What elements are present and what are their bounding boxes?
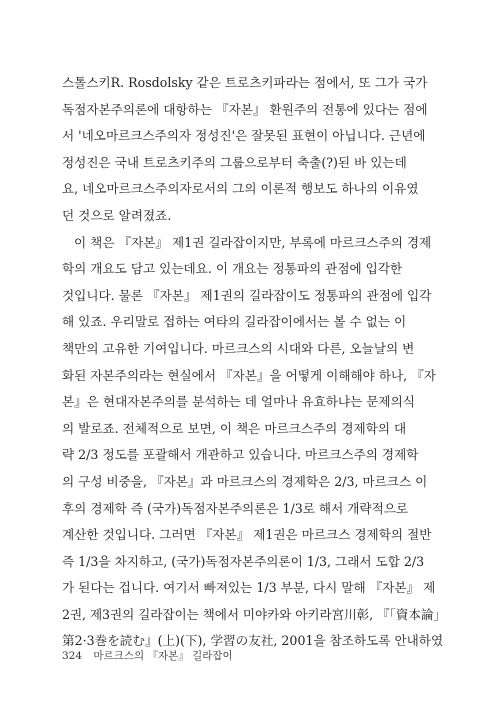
text-line: 스톨스키R. Rosdolsky 같은 트로츠키파라는 점에서, 또 그가 국가 (62, 75, 428, 90)
text-line: 략 2/3 정도를 포괄해서 개관하고 있습니다. 마르크스주의 경제학 (62, 447, 419, 463)
text-line: 의 발로죠. 전체적으로 보면, 이 책은 마르크스주의 경제학의 대 (62, 420, 407, 436)
text-line: 학의 개요도 담고 있는데요. 이 개요는 정통파의 관점에 입각한 (62, 261, 403, 277)
text-line: 요, 네오마르크스주의자로서의 그의 이론적 행보도 하나의 이유였 (62, 181, 419, 197)
running-title: 마르크스의 『자본』 길라잡이 (93, 650, 233, 662)
page-number: 324 (62, 650, 83, 662)
text-line: 第2·3巻を読む』(上)(下), 学習の友社, 2001을 참조하도록 안내하였 (62, 633, 444, 649)
text-line: 가 된다는 겁니다. 여기서 빠져있는 1/3 부분, 다시 말해 『자본』 제 (62, 580, 436, 596)
text-line: 책만의 고유한 기여입니다. 마르크스의 시대와 다른, 오늘날의 변 (62, 340, 415, 356)
text-line: 의 구성 비중을, 『자본』과 마르크스의 경제학은 2/3, 마르크스 이 (62, 473, 428, 489)
text-line: 이 책은 『자본』 제1권 길라잡이지만, 부록에 마르크스주의 경제 (74, 234, 432, 250)
text-line: 본』은 현대자본주의를 분석하는 데 얼마나 유효하냐는 문제의식 (62, 394, 415, 410)
text-line: 서 '네오마르크스주의자 정성진'은 잘못된 표현이 아닙니다. 근년에 (62, 128, 426, 144)
text-line: 정성진은 국내 트로츠키주의 그룹으로부터 축출(?)된 바 있는데 (62, 154, 407, 170)
text-line: 2권, 제3권의 길라잡이는 책에서 미야카와 아키라宮川彰, 『「資本論」 (62, 606, 446, 622)
text-line: 후의 경제학 즉 (국가)독점자본주의론은 1/3로 해서 개략적으로 (62, 500, 409, 516)
text-line: 독점자본주의론에 대항하는 『자본』 환원주의 전통에 있다는 점에 (62, 101, 428, 117)
text-line: 해 있죠. 우리말로 접하는 여타의 길라잡이에서는 볼 수 없는 이 (62, 314, 407, 330)
text-line: 화된 자본주의라는 현실에서 『자본』을 어떻게 이해해야 하나, 『자 (62, 367, 436, 383)
text-line: 즉 1/3을 차지하고, (국가)독점자본주의론이 1/3, 그래서 도합 2/3 (62, 553, 425, 569)
text-line: 던 것으로 알려졌죠. (62, 207, 172, 223)
body-text (62, 70, 446, 655)
page-footer (62, 649, 233, 663)
text-line: 계산한 것입니다. 그러면 『자본』 제1권은 마르크스 경제학의 절반 (62, 527, 432, 543)
text-line: 것입니다. 물론 『자본』 제1권의 길라잡이도 정통파의 관점에 입각 (62, 287, 432, 303)
